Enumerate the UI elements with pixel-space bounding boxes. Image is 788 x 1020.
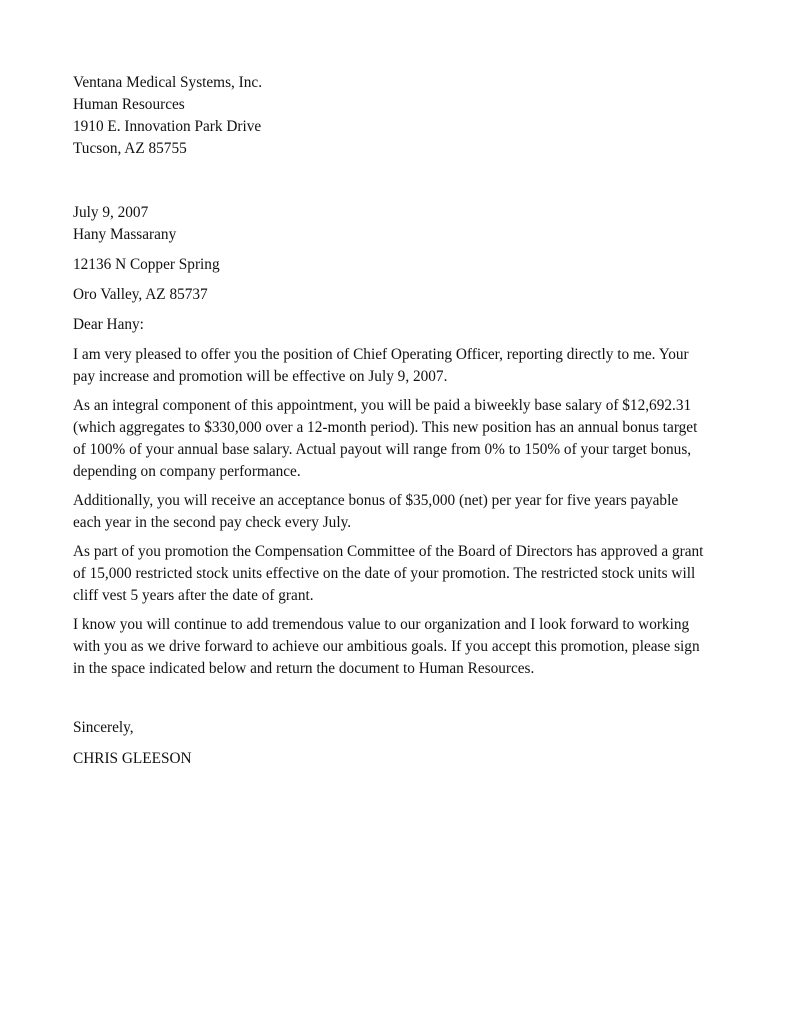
paragraph-line: in the space indicated below and return the document to Human Resources. — [73, 660, 535, 677]
body-paragraph-2 — [73, 395, 713, 483]
paragraph-line: As an integral component of this appointment, you will be paid a biweekly base salary of $12,692.31 — [73, 397, 692, 414]
paragraph-line: each year in the second pay check every July. — [73, 514, 352, 531]
paragraph-line: As part of you promotion the Compensation Committee of the Board of Directors has approved a grant — [73, 543, 704, 560]
paragraph-line: of 100% of your annual base salary. Actual payout will range from 0% to 150% of your target bonus, — [73, 441, 692, 458]
sender-street: 1910 E. Innovation Park Drive — [73, 118, 262, 135]
closing: Sincerely, — [73, 719, 134, 736]
paragraph-line: I know you will continue to add tremendous value to our organization and I look forward to working — [73, 616, 690, 633]
paragraph-line: of 15,000 restricted stock units effective on the date of your promotion. The restricted stock units will — [73, 565, 696, 582]
sender-city: Tucson, AZ 85755 — [73, 140, 187, 157]
letter-date: July 9, 2007 — [73, 204, 149, 221]
paragraph-line: cliff vest 5 years after the date of grant. — [73, 587, 314, 604]
body-paragraph-3 — [73, 490, 713, 534]
sender-company: Ventana Medical Systems, Inc. — [73, 74, 263, 91]
signatory-name: CHRIS GLEESON — [73, 750, 192, 767]
salutation: Dear Hany: — [73, 316, 144, 333]
body-paragraph-4 — [73, 541, 713, 607]
recipient-name: Hany Massarany — [73, 226, 177, 243]
recipient-city: Oro Valley, AZ 85737 — [73, 286, 208, 303]
paragraph-line: pay increase and promotion will be effective on July 9, 2007. — [73, 368, 448, 385]
recipient-street: 12136 N Copper Spring — [73, 256, 220, 273]
sender-department: Human Resources — [73, 96, 185, 113]
paragraph-line: Additionally, you will receive an acceptance bonus of $35,000 (net) per year for five years payable — [73, 492, 679, 509]
paragraph-line: I am very pleased to offer you the position of Chief Operating Officer, reporting directly to me. Your — [73, 346, 689, 363]
paragraph-line: (which aggregates to $330,000 over a 12-month period). This new position has an annual bonus target — [73, 419, 698, 436]
paragraph-line: with you as we drive forward to achieve our ambitious goals. If you accept this promotion, please sign — [73, 638, 700, 655]
body-paragraph-5 — [73, 614, 713, 680]
body-paragraph-1 — [73, 344, 713, 388]
paragraph-line: depending on company performance. — [73, 463, 301, 480]
